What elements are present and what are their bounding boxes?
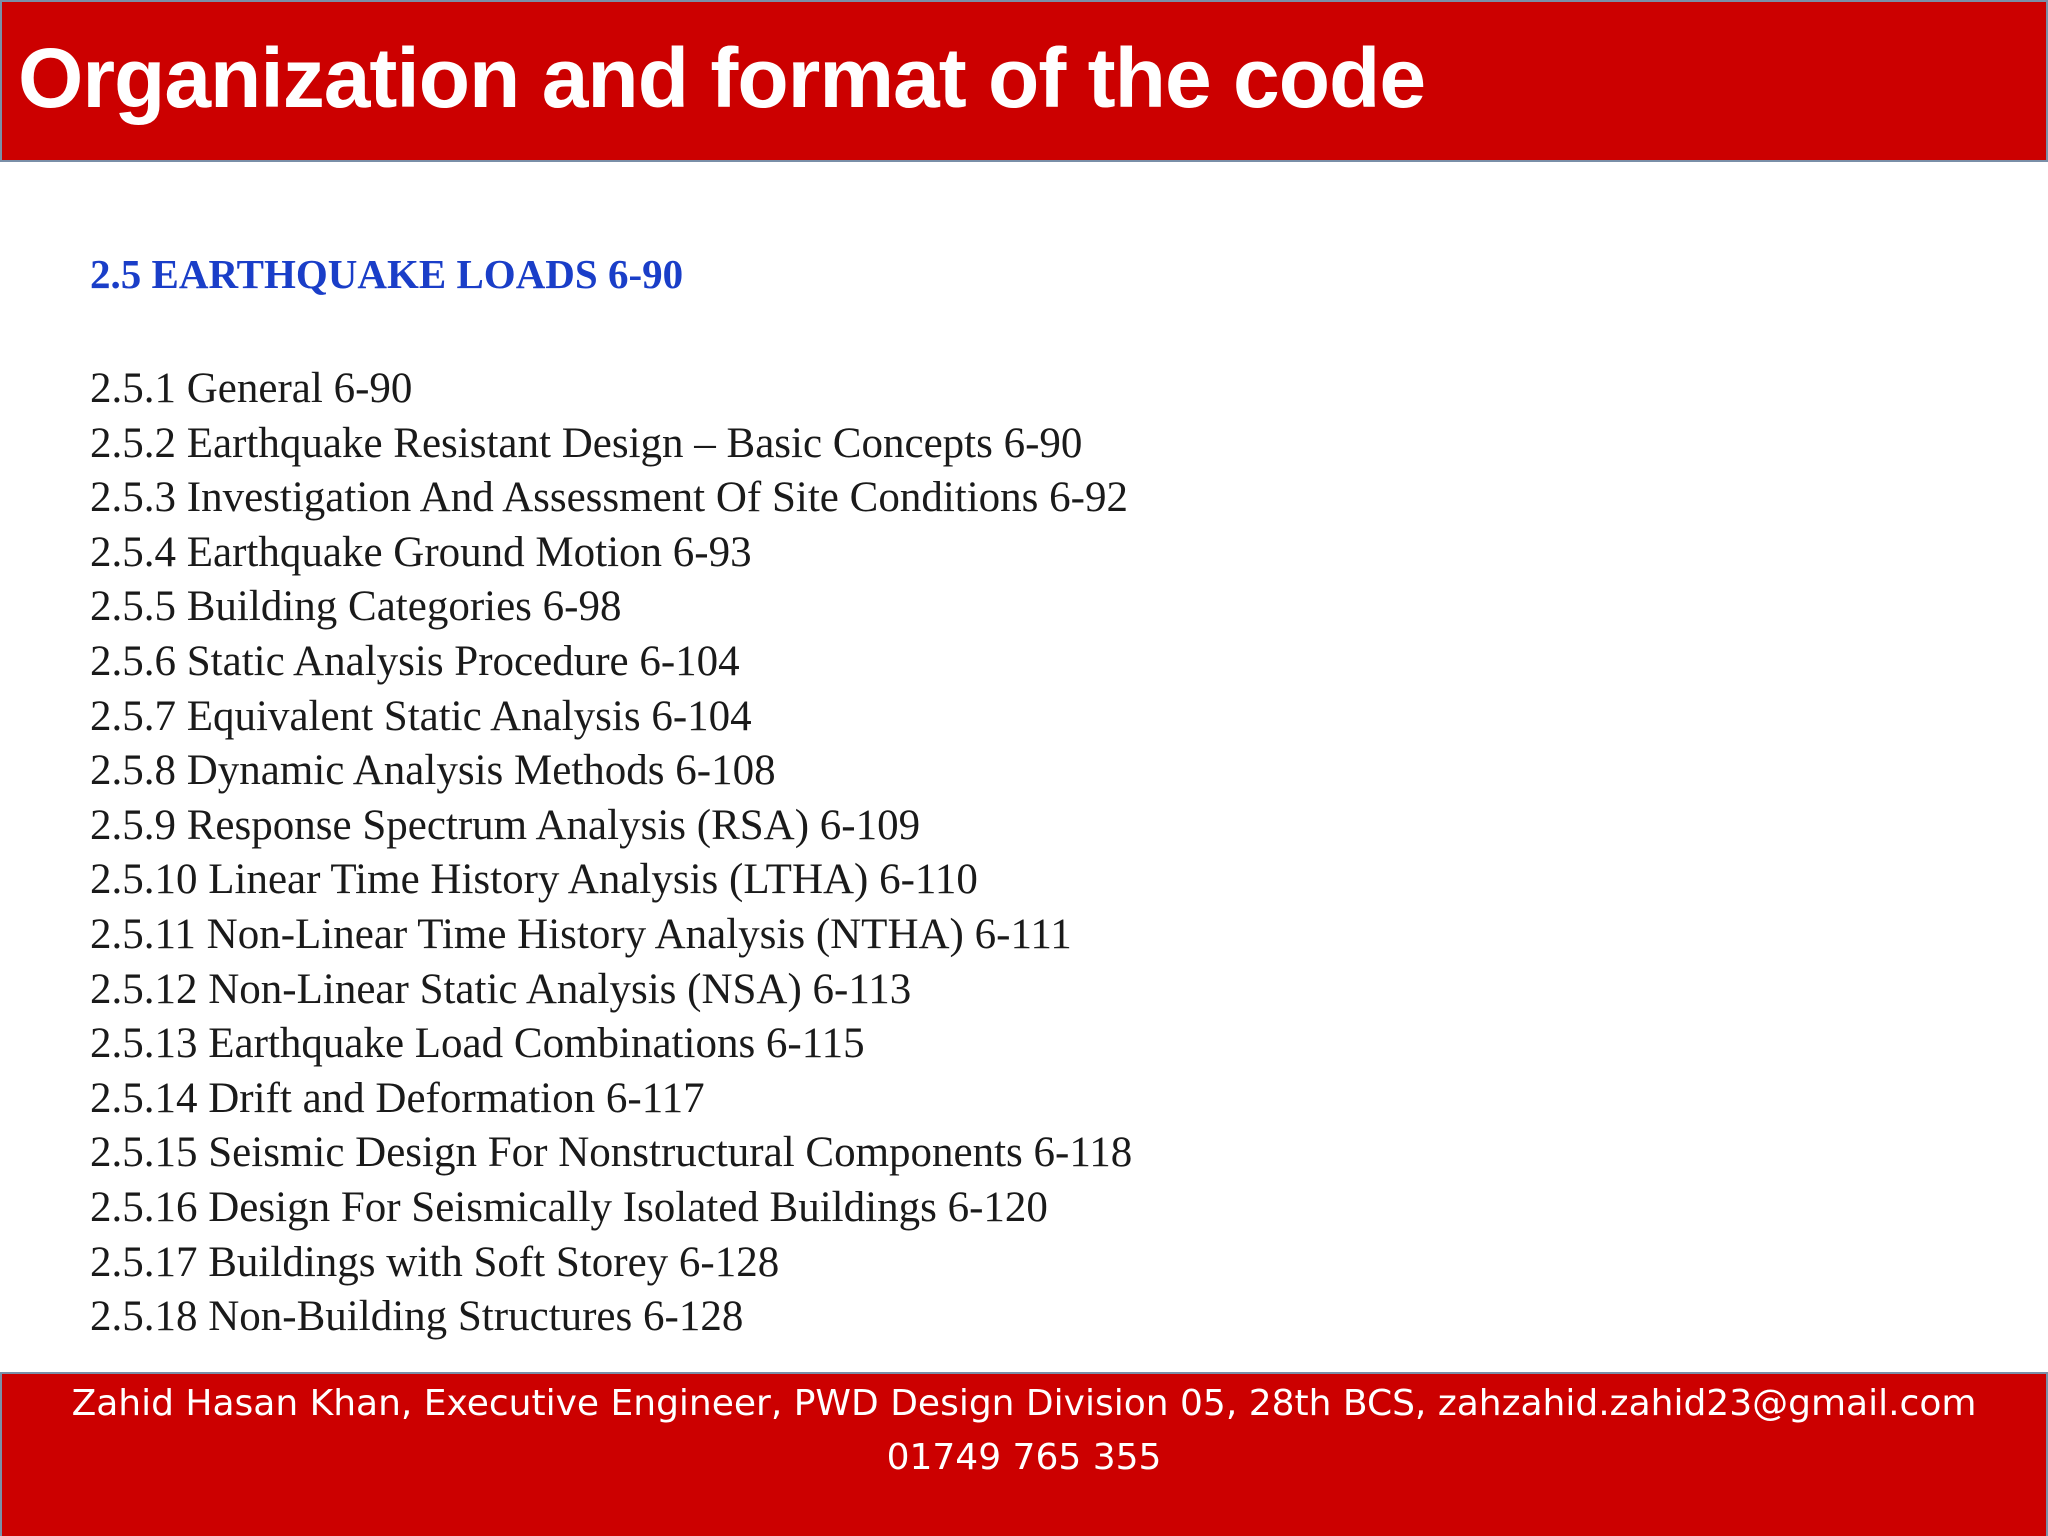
toc-list <box>90 362 1132 1345</box>
toc-item-2-5-8: 2.5.8 Dynamic Analysis Methods 6-108 <box>90 747 776 795</box>
slide-title: Organization and format of the code <box>18 31 1426 125</box>
footer-phone-line: 01749 765 355 <box>886 1437 1162 1478</box>
toc-item-2-5-15: 2.5.15 Seismic Design For Nonstructural Components 6-118 <box>90 1129 1133 1177</box>
toc-item-2-5-2: 2.5.2 Earthquake Resistant Design – Basic Concepts 6-90 <box>90 419 1083 467</box>
toc-item-2-5-9: 2.5.9 Response Spectrum Analysis (RSA) 6-109 <box>90 801 921 849</box>
toc-item-2-5-5: 2.5.5 Building Categories 6-98 <box>90 583 622 631</box>
section-heading: 2.5 EARTHQUAKE LOADS 6-90 <box>90 251 684 297</box>
toc-item-2-5-13: 2.5.13 Earthquake Load Combinations 6-115 <box>90 1020 865 1068</box>
toc-item-2-5-7: 2.5.7 Equivalent Static Analysis 6-104 <box>90 692 752 740</box>
toc-item-2-5-4: 2.5.4 Earthquake Ground Motion 6-93 <box>90 528 752 576</box>
toc-item-2-5-17: 2.5.17 Buildings with Soft Storey 6-128 <box>90 1238 780 1286</box>
footer-author-line: Zahid Hasan Khan, Executive Engineer, PWD Design Division 05, 28th BCS, zahzahid.zahid23@gmail.com <box>71 1383 1977 1424</box>
toc-item-2-5-1: 2.5.1 General 6-90 <box>90 365 413 412</box>
toc-item-2-5-16: 2.5.16 Design For Seismically Isolated Buildings 6-120 <box>90 1183 1048 1231</box>
toc-item-2-5-14: 2.5.14 Drift and Deformation 6-117 <box>90 1074 705 1122</box>
toc-item-2-5-10: 2.5.10 Linear Time History Analysis (LTHA) 6-110 <box>90 856 978 904</box>
toc-item-2-5-11: 2.5.11 Non-Linear Time History Analysis (NTHA) 6-111 <box>90 910 1072 958</box>
toc-item-2-5-12: 2.5.12 Non-Linear Static Analysis (NSA) 6-113 <box>90 965 912 1013</box>
toc-item-2-5-18: 2.5.18 Non-Building Structures 6-128 <box>90 1293 744 1341</box>
toc-item-2-5-3: 2.5.3 Investigation And Assessment Of Site Conditions 6-92 <box>90 474 1128 522</box>
toc-item-2-5-6: 2.5.6 Static Analysis Procedure 6-104 <box>90 637 740 685</box>
